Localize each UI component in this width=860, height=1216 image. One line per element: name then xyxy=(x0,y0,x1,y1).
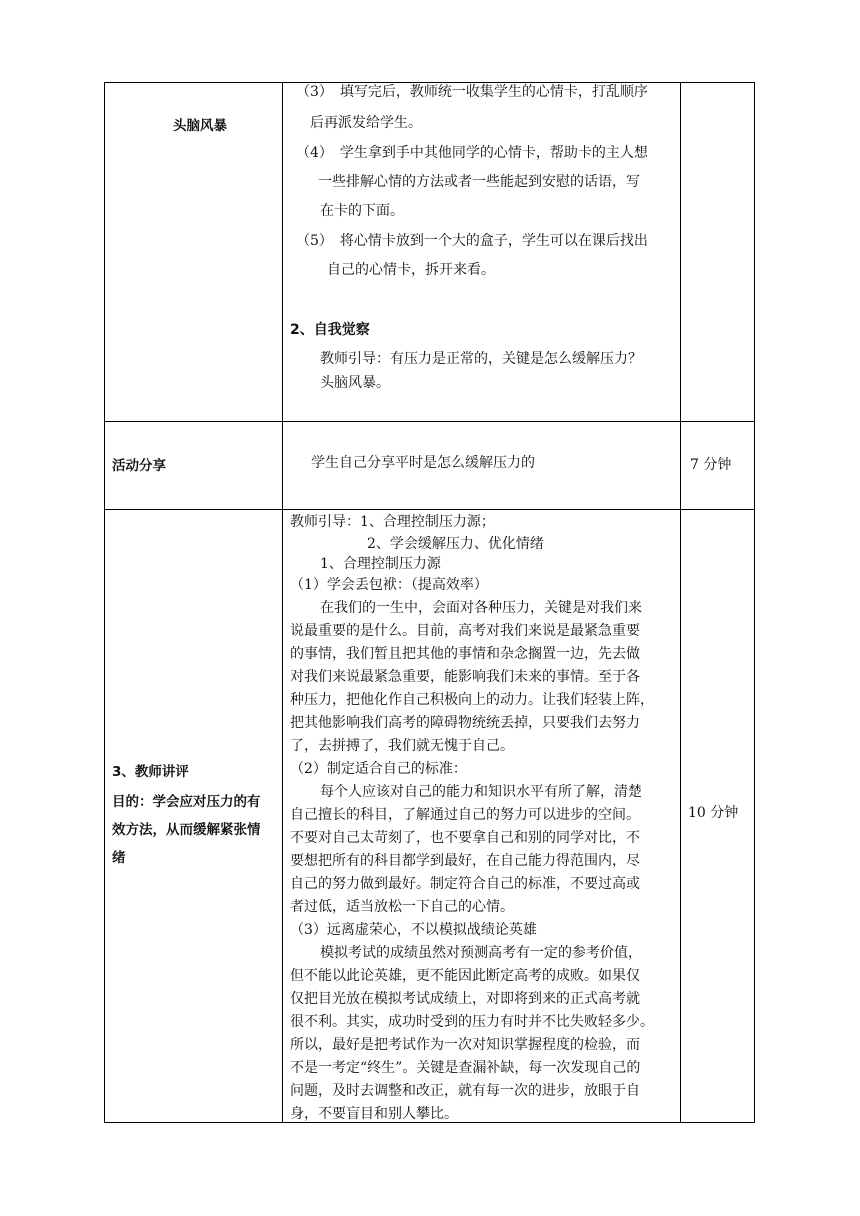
content-line: 头脑风暴。 xyxy=(320,375,390,391)
content-line: 教师引导：有压力是正常的，关键是怎么缓解压力？ xyxy=(320,351,642,367)
content-line: 模拟考试的成绩虽然对预测高考有一定的参考价值， xyxy=(320,945,642,961)
duration-label: 10 分钟 xyxy=(688,805,739,821)
content-line: （4） 学生拿到手中其他同学的心情卡，帮助卡的主人想 xyxy=(296,145,648,161)
content-line: 了，去拼搏了，我们就无愧于自己。 xyxy=(290,738,514,754)
content-line: （5） 将心情卡放到一个大的盒子，学生可以在课后找出 xyxy=(296,233,648,249)
content-line: 说最重要的是什么。目前，高考对我们来说是最紧急重要 xyxy=(290,623,640,639)
content-line: 要想把所有的科目都学到最好，在自己能力得范围内，尽 xyxy=(290,853,640,869)
content-line: 对我们来说最紧急重要，能影响我们未来的事情。至于各 xyxy=(290,669,640,685)
content-line: 学生自己分享平时是怎么缓解压力的 xyxy=(311,455,535,471)
content-line: 教师引导：1、合理控制压力源； xyxy=(290,514,495,530)
content-line: 不是一考定“终生”。关键是查漏补缺，每一次发现自己的 xyxy=(290,1060,641,1076)
content-line: （3） 填写完后，教师统一收集学生的心情卡，打乱顺序 xyxy=(296,84,648,100)
row-label-purpose: 绪 xyxy=(112,850,126,866)
content-line: 后再派发给学生。 xyxy=(310,115,422,131)
content-line: （3）远离虚荣心，不以模拟战绩论英雄 xyxy=(290,922,537,938)
row-label-activity-share: 活动分享 xyxy=(112,458,166,474)
content-line: 一些排解心情的方法或者一些能起到安慰的话语，写 xyxy=(318,174,640,190)
content-line: 不要对自己太苛刻了，也不要拿自己和别的同学对比，不 xyxy=(290,830,640,846)
duration-label: 7 分钟 xyxy=(690,457,732,473)
content-line: 2、学会缓解压力、优化情绪 xyxy=(367,536,544,552)
content-line: 种压力，把他化作自己积极向上的动力。让我们轻装上阵， xyxy=(290,692,654,708)
content-line: 自己的努力做到最好。制定符合自己的标准，不要过高或 xyxy=(290,876,640,892)
content-line: 很不利。其实，成功时受到的压力有时并不比失败轻多少。 xyxy=(290,1014,654,1030)
content-line: 仅把目光放在模拟考试成绩上，对即将到来的正式高考就 xyxy=(290,991,640,1007)
section-heading: 2、自我觉察 xyxy=(290,322,370,338)
content-line: 在我们的一生中，会面对各种压力，关键是对我们来 xyxy=(320,600,642,616)
content-line: （1）学会丢包袱：（提高效率） xyxy=(290,577,488,593)
content-line: 自己的心情卡，拆开来看。 xyxy=(327,262,495,278)
column-divider xyxy=(680,83,681,1122)
content-line: 把其他影响我们高考的障碍物统统丢掉，只要我们去努力 xyxy=(290,715,640,731)
content-line: （2）制定适合自己的标准： xyxy=(290,761,467,777)
content-line: 者过低，适当放松一下自己的心情。 xyxy=(290,899,514,915)
content-line: 问题，及时去调整和改正，就有每一次的进步，放眼于自 xyxy=(290,1083,640,1099)
row-label-purpose: 效方法，从而缓解紧张情 xyxy=(112,822,261,838)
row-divider xyxy=(105,509,754,510)
row-label-purpose: 目的：学会应对压力的有 xyxy=(112,794,261,810)
content-line: 的事情，我们暂且把其他的事情和杂念搁置一边，先去做 xyxy=(290,646,640,662)
row-divider xyxy=(105,421,754,422)
column-divider xyxy=(282,83,283,1122)
content-line: 每个人应该对自己的能力和知识水平有所了解，清楚 xyxy=(320,784,642,800)
content-line: 1、合理控制压力源 xyxy=(320,556,441,572)
content-line: 自己擅长的科目，了解通过自己的努力可以进步的空间。 xyxy=(290,807,640,823)
content-line: 所以，最好是把考试作为一次对知识掌握程度的检验，而 xyxy=(290,1037,640,1053)
content-line: 身，不要盲目和别人攀比。 xyxy=(290,1106,458,1122)
row-label-teacher-review: 3、教师讲评 xyxy=(112,764,189,780)
content-line: 但不能以此论英雄，更不能因此断定高考的成败。如果仅 xyxy=(290,968,640,984)
row-label-brainstorm: 头脑风暴 xyxy=(173,118,227,134)
content-line: 在卡的下面。 xyxy=(320,203,404,219)
